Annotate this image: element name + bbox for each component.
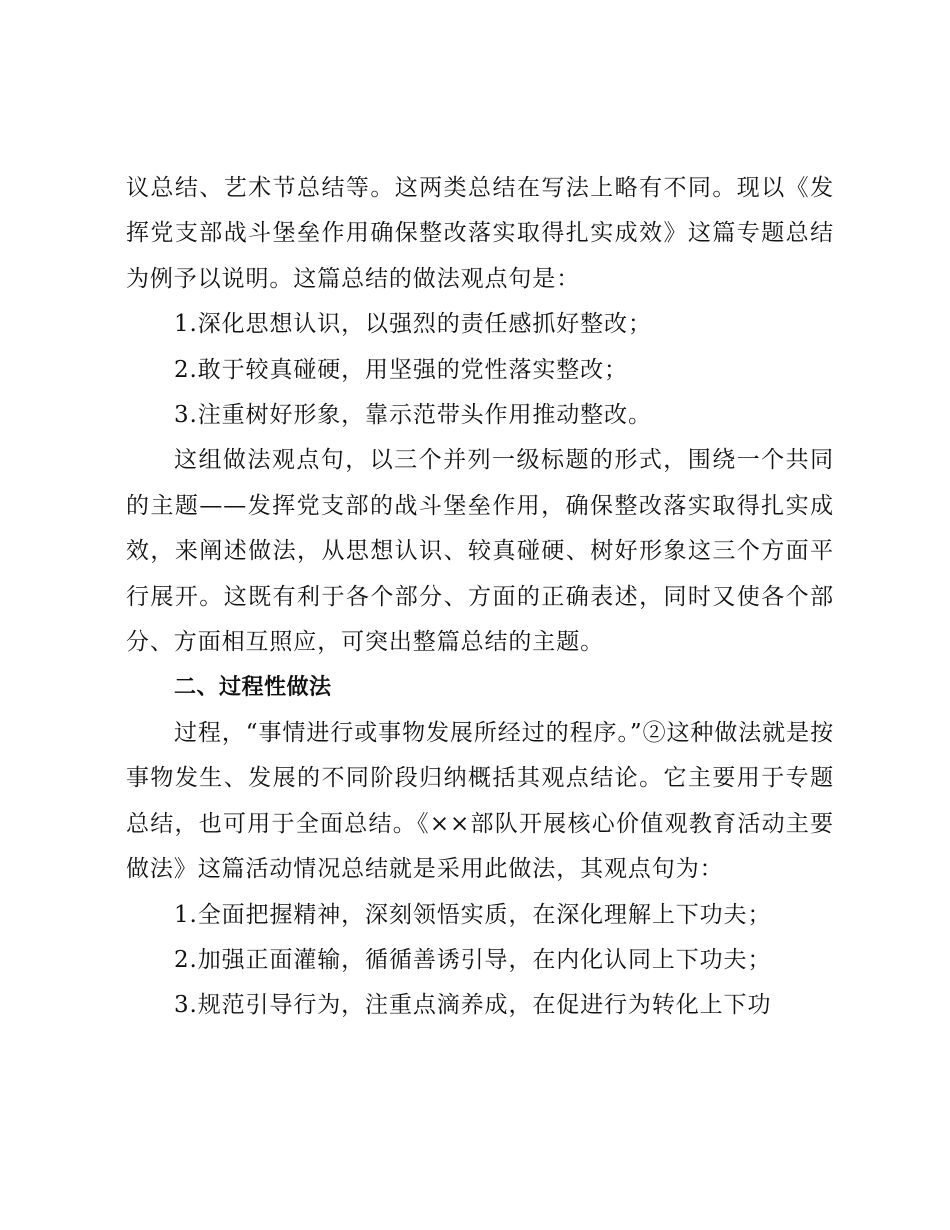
paragraph-process: 过程，“事情进行或事物发展所经过的程序。”②这种做法就是按事物发生、发展的不同阶段归纳概括其观点结论。它主要用于专题总结，也可用于全面总结。《××部队开展核心价值观教育活动主要做法》这篇活动情况总结就是采用此做法，其观点句为： [126,719,834,883]
list-item-4: 1.全面把握精神，深刻领悟实质，在深化理解上下功夫； [174,901,772,928]
list-item-6: 3.规范引导行为，注重点滴养成，在促进行为转化上下功 [174,992,772,1019]
list-item-3: 3.注重树好形象，靠示范带头作用推动整改。 [174,402,652,429]
document-page [126,166,834,1029]
list-item-5: 2.加强正面灌输，循循善诱引导，在内化认同上下功夫； [174,946,772,973]
list-item-2: 2.敢于较真碰硬，用坚强的党性落实整改； [174,356,628,383]
section-heading: 二、过程性做法 [174,675,332,701]
paragraph-analysis: 这组做法观点句，以三个并列一级标题的形式，围绕一个共同的主题——发挥党支部的战斗堡垒作用，确保整改落实取得扎实成效，来阐述做法，从思想认识、较真碰硬、树好形象这三个方面平行展开。这既有利于各个部分、方面的正确表述，同时又使各个部分、方面相互照应，可突出整篇总结的主题。 [126,447,834,656]
paragraph-intro: 议总结、艺术节总结等。这两类总结在写法上略有不同。现以《发挥党支部战斗堡垒作用确保整改落实取得扎实成效》这篇专题总结为例予以说明。这篇总结的做法观点句是： [126,175,834,292]
list-item-1: 1.深化思想认识，以强烈的责任感抓好整改； [174,311,652,338]
